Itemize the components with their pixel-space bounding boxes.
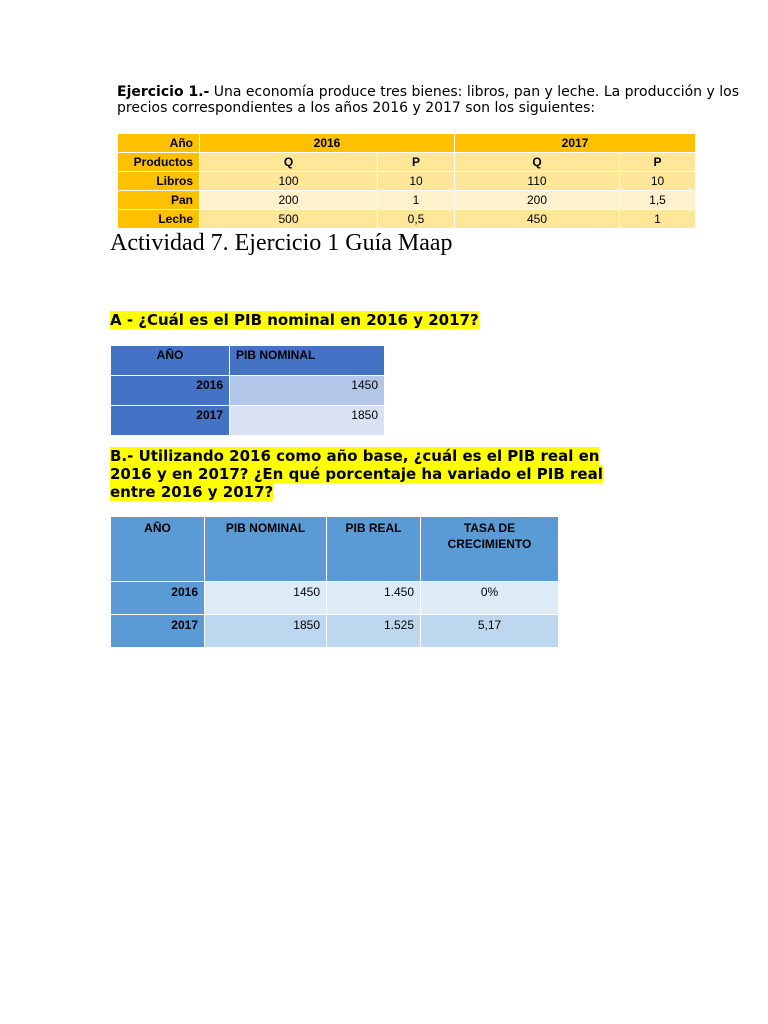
growth-rate-cell: 0% — [421, 582, 559, 615]
p-cell: 1,5 — [620, 191, 696, 210]
exercise-intro — [117, 84, 757, 116]
table-row — [111, 376, 385, 406]
nominal-gdp-cell: 1850 — [230, 406, 385, 436]
real-gdp-header: PIB REAL — [327, 517, 421, 582]
exercise-label: Ejercicio 1.- — [117, 84, 210, 100]
nominal-gdp-header: PIB NOMINAL — [230, 346, 385, 376]
production-table — [117, 133, 696, 229]
q-2017-header: Q — [455, 153, 620, 172]
question-b-text: B.- Utilizando 2016 como año base, ¿cuál es el PIB real en 2016 y en 2017? ¿En qué porcentaje ha variado el PIB real entre 2016 y 2017? — [110, 447, 603, 501]
product-cell: Leche — [118, 210, 200, 229]
table-row — [118, 191, 696, 210]
nominal-gdp-cell: 1450 — [205, 582, 327, 615]
p-cell: 1 — [378, 191, 455, 210]
table-subheader-row — [118, 153, 696, 172]
real-gdp-cell: 1.450 — [327, 582, 421, 615]
growth-rate-cell: 5,17 — [421, 615, 559, 648]
p-cell: 1 — [620, 210, 696, 229]
q-cell: 200 — [455, 191, 620, 210]
table-row — [118, 172, 696, 191]
activity-heading: Actividad 7. Ejercicio 1 Guía Maap — [110, 230, 453, 256]
q-cell: 200 — [200, 191, 378, 210]
year-cell: 2017 — [111, 406, 230, 436]
nominal-gdp-cell: 1850 — [205, 615, 327, 648]
nominal-gdp-header: PIB NOMINAL — [205, 517, 327, 582]
q-cell: 500 — [200, 210, 378, 229]
nominal-gdp-cell: 1450 — [230, 376, 385, 406]
table-header-row — [111, 517, 559, 582]
p-2016-header: P — [378, 153, 455, 172]
question-a — [110, 311, 479, 329]
real-gdp-cell: 1.525 — [327, 615, 421, 648]
p-cell: 10 — [620, 172, 696, 191]
q-cell: 450 — [455, 210, 620, 229]
year-2016-header: 2016 — [200, 134, 455, 153]
nominal-gdp-table — [110, 345, 385, 436]
table-row — [111, 582, 559, 615]
product-cell: Libros — [118, 172, 200, 191]
table-header-row — [118, 134, 696, 153]
year-label-cell: Año — [118, 134, 200, 153]
year-cell: 2016 — [111, 582, 205, 615]
table-row — [111, 406, 385, 436]
year-cell: 2017 — [111, 615, 205, 648]
year-2017-header: 2017 — [455, 134, 696, 153]
q-cell: 110 — [455, 172, 620, 191]
products-label-cell: Productos — [118, 153, 200, 172]
table-header-row — [111, 346, 385, 376]
q-2016-header: Q — [200, 153, 378, 172]
table-row — [111, 615, 559, 648]
year-header: AÑO — [111, 517, 205, 582]
table-row — [118, 210, 696, 229]
year-cell: 2016 — [111, 376, 230, 406]
product-cell: Pan — [118, 191, 200, 210]
p-cell: 10 — [378, 172, 455, 191]
exercise-text: Una economía produce tres bienes: libros, pan y leche. La producción y los precios correspondientes a los años 2016 y 2017 son los siguientes: — [117, 84, 739, 116]
growth-rate-header: TASA DE CRECIMIENTO — [421, 517, 559, 582]
p-2017-header: P — [620, 153, 696, 172]
question-b — [110, 447, 640, 501]
year-header: AÑO — [111, 346, 230, 376]
q-cell: 100 — [200, 172, 378, 191]
real-gdp-table — [110, 516, 559, 648]
question-a-text: A - ¿Cuál es el PIB nominal en 2016 y 2017? — [110, 311, 479, 329]
p-cell: 0,5 — [378, 210, 455, 229]
